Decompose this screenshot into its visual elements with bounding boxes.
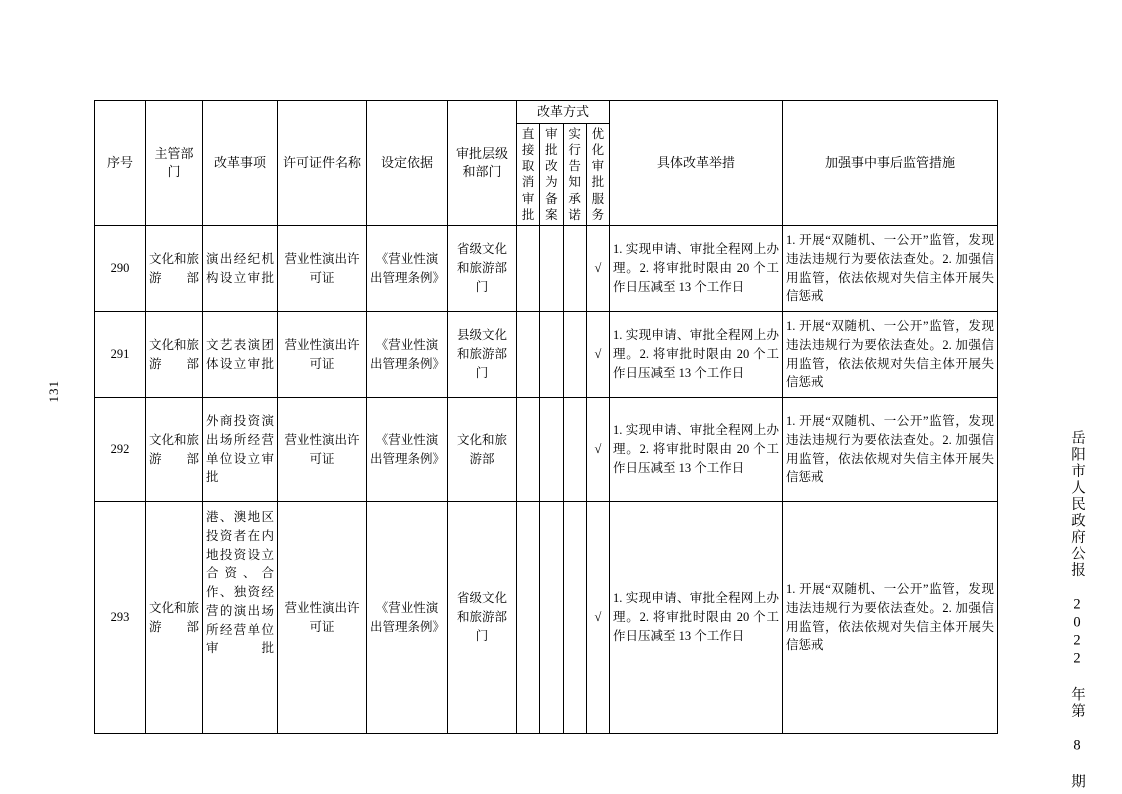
column-header-supervision: 加强事中事后监管措施 [783, 101, 998, 226]
cell-mode-record [540, 398, 563, 502]
column-header-mode-cancel: 直接取消审批 [517, 123, 540, 226]
cell-level: 省级文化和旅游部门 [448, 502, 517, 734]
reform-table [94, 100, 998, 734]
table-row [95, 226, 998, 312]
table-row [95, 398, 998, 502]
cell-cert: 营业性演出许可证 [278, 398, 367, 502]
cell-cert: 营业性演出许可证 [278, 226, 367, 312]
cell-mode-optimize: √ [586, 502, 609, 734]
cell-level: 省级文化和旅游部门 [448, 226, 517, 312]
cell-mode-record [540, 502, 563, 734]
cell-seq: 290 [95, 226, 146, 312]
cell-item: 港、澳地区投资者在内地投资设立合资、合作、独资经营的演出场所经营单位审批 [203, 502, 278, 734]
column-header-basis: 设定依据 [367, 101, 448, 226]
cell-measures: 1. 实现申请、审批全程网上办理。2. 将审批时限由 20 个工作日压减至 13 个工作日 [610, 502, 783, 734]
cell-mode-optimize: √ [586, 312, 609, 398]
cell-supervision: 1. 开展“双随机、一公开”监管，发现违法违规行为要依法查处。2. 加强信用监管，依法依规对失信主体开展失信惩戒 [783, 226, 998, 312]
table-row [95, 502, 998, 734]
cell-cert: 营业性演出许可证 [278, 502, 367, 734]
page-number: 131 [46, 380, 61, 403]
cell-item: 外商投资演出场所经营单位设立审批 [203, 398, 278, 502]
column-header-mode-record: 审批改为备案 [540, 123, 563, 226]
cell-dept: 文化和旅游部 [146, 312, 203, 398]
cell-mode-notice [563, 312, 586, 398]
column-header-reform-mode: 改革方式 [517, 101, 610, 124]
column-header-dept: 主管部门 [146, 101, 203, 226]
cell-item: 文艺表演团体设立审批 [203, 312, 278, 398]
cell-mode-cancel [517, 398, 540, 502]
column-header-level: 审批层级和部门 [448, 101, 517, 226]
column-header-seq: 序号 [95, 101, 146, 226]
cell-basis: 《营业性演出管理条例》 [367, 502, 448, 734]
cell-supervision: 1. 开展“双随机、一公开”监管，发现违法违规行为要依法查处。2. 加强信用监管，依法依规对失信主体开展失信惩戒 [783, 502, 998, 734]
cell-basis: 《营业性演出管理条例》 [367, 398, 448, 502]
column-header-mode-notice: 实行告知承诺 [563, 123, 586, 226]
cell-cert: 营业性演出许可证 [278, 312, 367, 398]
cell-mode-cancel [517, 502, 540, 734]
column-header-item: 改革事项 [203, 101, 278, 226]
cell-mode-notice [563, 502, 586, 734]
page-footer: 岳阳市人民政府公报 2022 年第 8 期 [1069, 430, 1085, 790]
cell-measures: 1. 实现申请、审批全程网上办理。2. 将审批时限由 20 个工作日压减至 13 个工作日 [610, 226, 783, 312]
cell-mode-record [540, 312, 563, 398]
cell-basis: 《营业性演出管理条例》 [367, 226, 448, 312]
cell-seq: 291 [95, 312, 146, 398]
cell-mode-record [540, 226, 563, 312]
cell-supervision: 1. 开展“双随机、一公开”监管，发现违法违规行为要依法查处。2. 加强信用监管，依法依规对失信主体开展失信惩戒 [783, 398, 998, 502]
table-body [95, 226, 998, 734]
cell-mode-notice [563, 226, 586, 312]
cell-measures: 1. 实现申请、审批全程网上办理。2. 将审批时限由 20 个工作日压减至 13 个工作日 [610, 398, 783, 502]
column-header-measures: 具体改革举措 [610, 101, 783, 226]
cell-level: 文化和旅游部 [448, 398, 517, 502]
cell-item: 演出经纪机构设立审批 [203, 226, 278, 312]
cell-dept: 文化和旅游部 [146, 226, 203, 312]
cell-measures: 1. 实现申请、审批全程网上办理。2. 将审批时限由 20 个工作日压减至 13 个工作日 [610, 312, 783, 398]
cell-seq: 292 [95, 398, 146, 502]
column-header-cert: 许可证件名称 [278, 101, 367, 226]
cell-mode-optimize: √ [586, 398, 609, 502]
table-header [95, 101, 998, 226]
cell-level: 县级文化和旅游部门 [448, 312, 517, 398]
cell-mode-cancel [517, 312, 540, 398]
cell-seq: 293 [95, 502, 146, 734]
cell-basis: 《营业性演出管理条例》 [367, 312, 448, 398]
cell-supervision: 1. 开展“双随机、一公开”监管，发现违法违规行为要依法查处。2. 加强信用监管，依法依规对失信主体开展失信惩戒 [783, 312, 998, 398]
cell-mode-optimize: √ [586, 226, 609, 312]
cell-mode-notice [563, 398, 586, 502]
table-row [95, 312, 998, 398]
cell-dept: 文化和旅游部 [146, 398, 203, 502]
table-header-row-1 [95, 101, 998, 124]
cell-dept: 文化和旅游部 [146, 502, 203, 734]
cell-mode-cancel [517, 226, 540, 312]
column-header-mode-optimize: 优化审批服务 [586, 123, 609, 226]
